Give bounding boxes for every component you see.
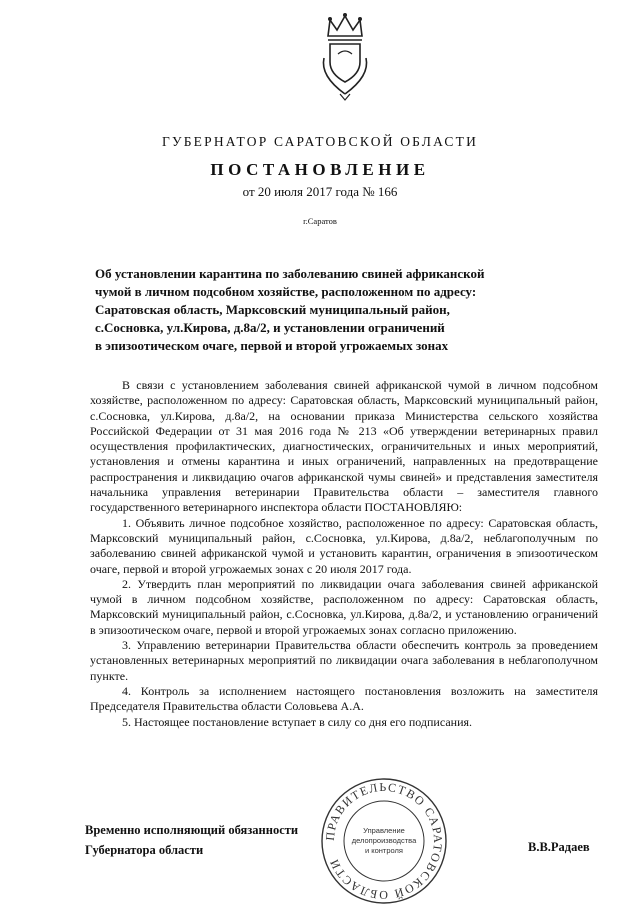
stamp-center-line1: Управление — [363, 826, 405, 835]
document-date-number: от 20 июля 2017 года № 166 — [242, 184, 398, 199]
heading-line: Саратовская область, Марксовский муниципальный район, — [95, 302, 450, 317]
body-paragraph-5: 5. Настоящее постановление вступает в силу со дня его подписания. — [122, 714, 473, 729]
document-type: ПОСТАНОВЛЕНИЕ — [210, 160, 430, 179]
heading-line: с.Сосновка, ул.Кирова, д.8а/2, и установлении ограничений — [95, 320, 445, 335]
document-heading — [95, 265, 545, 355]
body-paragraph-preamble: В связи с установлением заболевания свиней африканской чумой в личном подсобном хозяйстве, расположенном по адресу: Саратовская область, Марксовский муниципальный район, с.Сосновка, ул.Кирова, д.8а/2, на основании приказа Министерства сельского хозяйства Российской Федерации от 31 мая 2016 года № 213 «Об утверждении ветеринарных правил осуществления профилактических, диагностических, ограничительных и иных мероприятий, установления и отмены карантина и иных ограничений, направленных на предотвращение распространения и ликвидацию очагов африканской чумы свиней» и представления заместителя начальника управления ветеринарии Правительства области – заместителя главного государственного ветеринарного инспектора области ПОСТАНОВЛЯЮ: — [90, 378, 598, 515]
heading-line: в эпизоотическом очаге, первой и второй угрожаемых зонах — [95, 338, 449, 353]
heading-line: чумой в личном подсобном хозяйстве, расположенном по адресу: — [95, 284, 477, 299]
signatory-name: В.В.Радаев — [528, 840, 590, 854]
stamp-center-line3: и контроля — [364, 846, 404, 855]
document-city: г.Саратов — [303, 216, 337, 226]
issuing-authority: ГУБЕРНАТОР САРАТОВСКОЙ ОБЛАСТИ — [161, 134, 479, 149]
signatory-title-line2: Губернатора области — [85, 843, 204, 857]
body-paragraph-1: 1. Объявить личное подсобное хозяйство, расположенное по адресу: Саратовская область, Марксовский муниципальный район, с.Сосновка, ул.Кирова, д.8а/2, неблагополучным по заболеванию свиней африканской чумой и установить карантин, ограничения в эпизоотическом очаге, первой и второй угрожаемых зонах с 20 июля 2017 года. — [90, 515, 598, 576]
heading-line: Об установлении карантина по заболеванию свиней африканской — [95, 266, 485, 281]
body-paragraph-4: 4. Контроль за исполнением настоящего постановления возложить на заместителя Председателя Правительства области Соловьева А.А. — [90, 683, 598, 714]
stamp-center-line2: делопроизводства — [351, 836, 417, 845]
stamp-ring-text: ПРАВИТЕЛЬСТВО САРАТОВСКОЙ ОБЛАСТИ — [322, 779, 446, 903]
official-stamp — [318, 775, 450, 907]
signatory-title-line1: Временно исполняющий обязанности — [85, 823, 299, 837]
body-paragraph-2: 2. Утвердить план мероприятий по ликвидации очага заболевания свиней африканской чумой в личном подсобном хозяйстве, расположенном по адресу: Саратовская область, Марксовский муниципальный район, с.Сосновка, ул.Кирова, д.8а/2, и установлению ограничений в эпизоотическом очаге, первой и второй угрожаемых зонах согласно приложению. — [90, 576, 598, 637]
signatory-title — [85, 820, 298, 860]
document-body — [90, 378, 598, 730]
body-paragraph-3: 3. Управлению ветеринарии Правительства области обеспечить контроль за проведением установленных ветеринарных мероприятий по ликвидации очага заболевания в неблагополучном пункте. — [90, 638, 598, 683]
coat-of-arms-icon — [300, 10, 390, 102]
